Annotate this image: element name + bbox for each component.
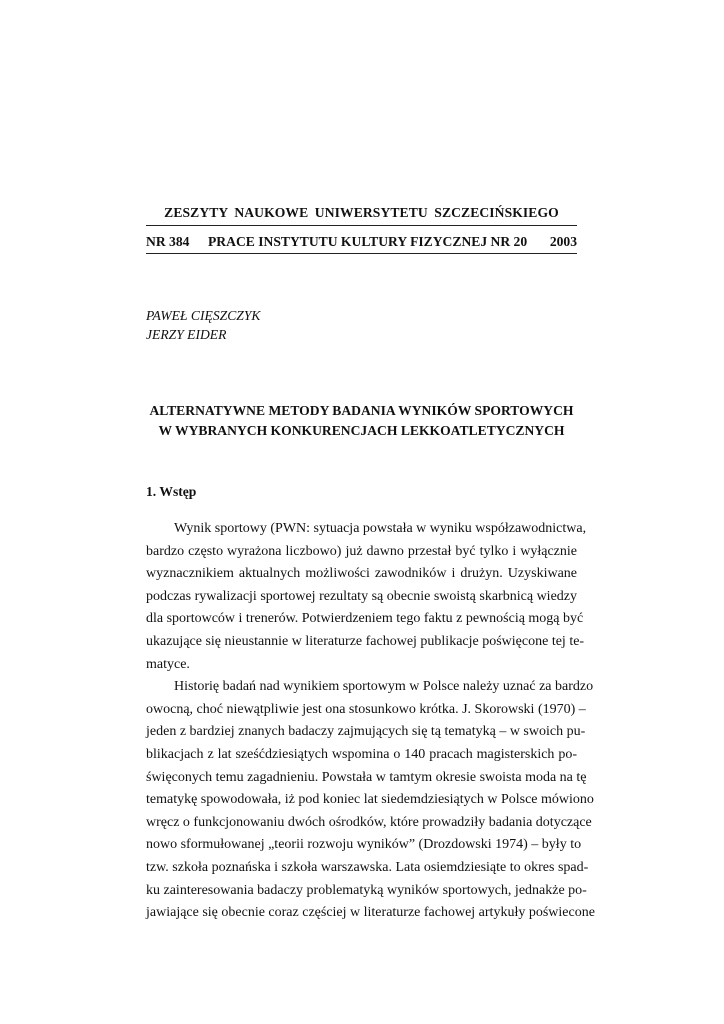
text-line: dla sportowców i trenerów. Potwierdzeniem tego faktu z pewnością mogą być xyxy=(146,611,584,627)
journal-series: PRACE INSTYTUTU KULTURY FIZYCZNEJ NR 20 xyxy=(208,234,528,249)
journal-year: 2003 xyxy=(549,234,577,249)
body-text xyxy=(146,518,595,925)
text-line: jawiające się obecnie coraz częściej w literaturze fachowej artykuły poświecone xyxy=(146,905,595,921)
section-heading: 1. Wstęp xyxy=(146,484,197,499)
journal-number: NR 384 xyxy=(146,234,190,249)
paragraph xyxy=(146,518,587,676)
text-line: Wynik sportowy (PWN: sytuacja powstała w wyniku współzawodnictwa, xyxy=(174,521,587,536)
header-rule-top xyxy=(146,225,577,226)
text-line: nowo sformułowanej „teorii rozwoju wyników” (Drozdowski 1974) – były to xyxy=(146,837,582,853)
text-line: owocną, choć niewątpliwie jest ona stosunkowo krótka. J. Skorowski (1970) – xyxy=(146,701,586,717)
text-line: wręcz o funkcjonowaniu dwóch ośrodków, które prowadziły badania dotyczące xyxy=(146,814,592,830)
text-line: tzw. szkoła poznańska i szkoła warszawska. Lata osiemdziesiąte to okres spad- xyxy=(146,859,589,875)
paragraph xyxy=(146,676,595,925)
text-line: podczas rywalizacji sportowej rezultaty są obecnie swoistą skarbnicą wiedzy xyxy=(146,588,577,604)
text-line: święconych temu zagadnieniu. Powstała w tamtym okresie swoista moda na tę xyxy=(146,769,587,785)
text-line: jeden z bardziej znanych badaczy zajmujących się tą tematyką – w swoich pu- xyxy=(146,724,586,740)
text-line: ukazujące się nieustannie w literaturze fachowej publikacje poświęcone tej te- xyxy=(146,633,585,649)
document-page xyxy=(146,0,595,1024)
title-line: W WYBRANYCH KONKURENCJACH LEKKOATLETYCZNYCH xyxy=(158,423,565,438)
text-line: wyznacznikiem aktualnych możliwości zawodników i drużyn. Uzyskiwane xyxy=(146,566,577,582)
header-rule-bottom xyxy=(146,253,577,254)
text-line: bardzo często wyrażona liczbowo) już dawno przestał być tylko i wyłącznie xyxy=(146,543,577,559)
text-line: matyce. xyxy=(146,656,190,672)
author-name: JERZY EIDER xyxy=(146,327,227,342)
title-line: ALTERNATYWNE METODY BADANIA WYNIKÓW SPORTOWYCH xyxy=(149,403,574,418)
text-line: tematykę spowodowała, iż pod koniec lat siedemdziesiątych w Polsce mówiono xyxy=(146,792,594,808)
text-line: ku zainteresowania badaczy problematyką wyników sportowych, jednakże po- xyxy=(146,882,587,898)
author-list xyxy=(146,306,260,344)
text-line: blikacjach z lat sześćdziesiątych wspomina o 140 pracach magisterskich po- xyxy=(146,746,577,762)
article-title xyxy=(146,401,577,441)
text-line: Historię badań nad wynikiem sportowym w Polsce należy uznać za bardzo xyxy=(174,679,594,695)
journal-name: ZESZYTY NAUKOWE UNIWERSYTETU SZCZECIŃSKIEGO xyxy=(164,205,559,220)
author-name: PAWEŁ CIĘSZCZYK xyxy=(146,308,261,323)
